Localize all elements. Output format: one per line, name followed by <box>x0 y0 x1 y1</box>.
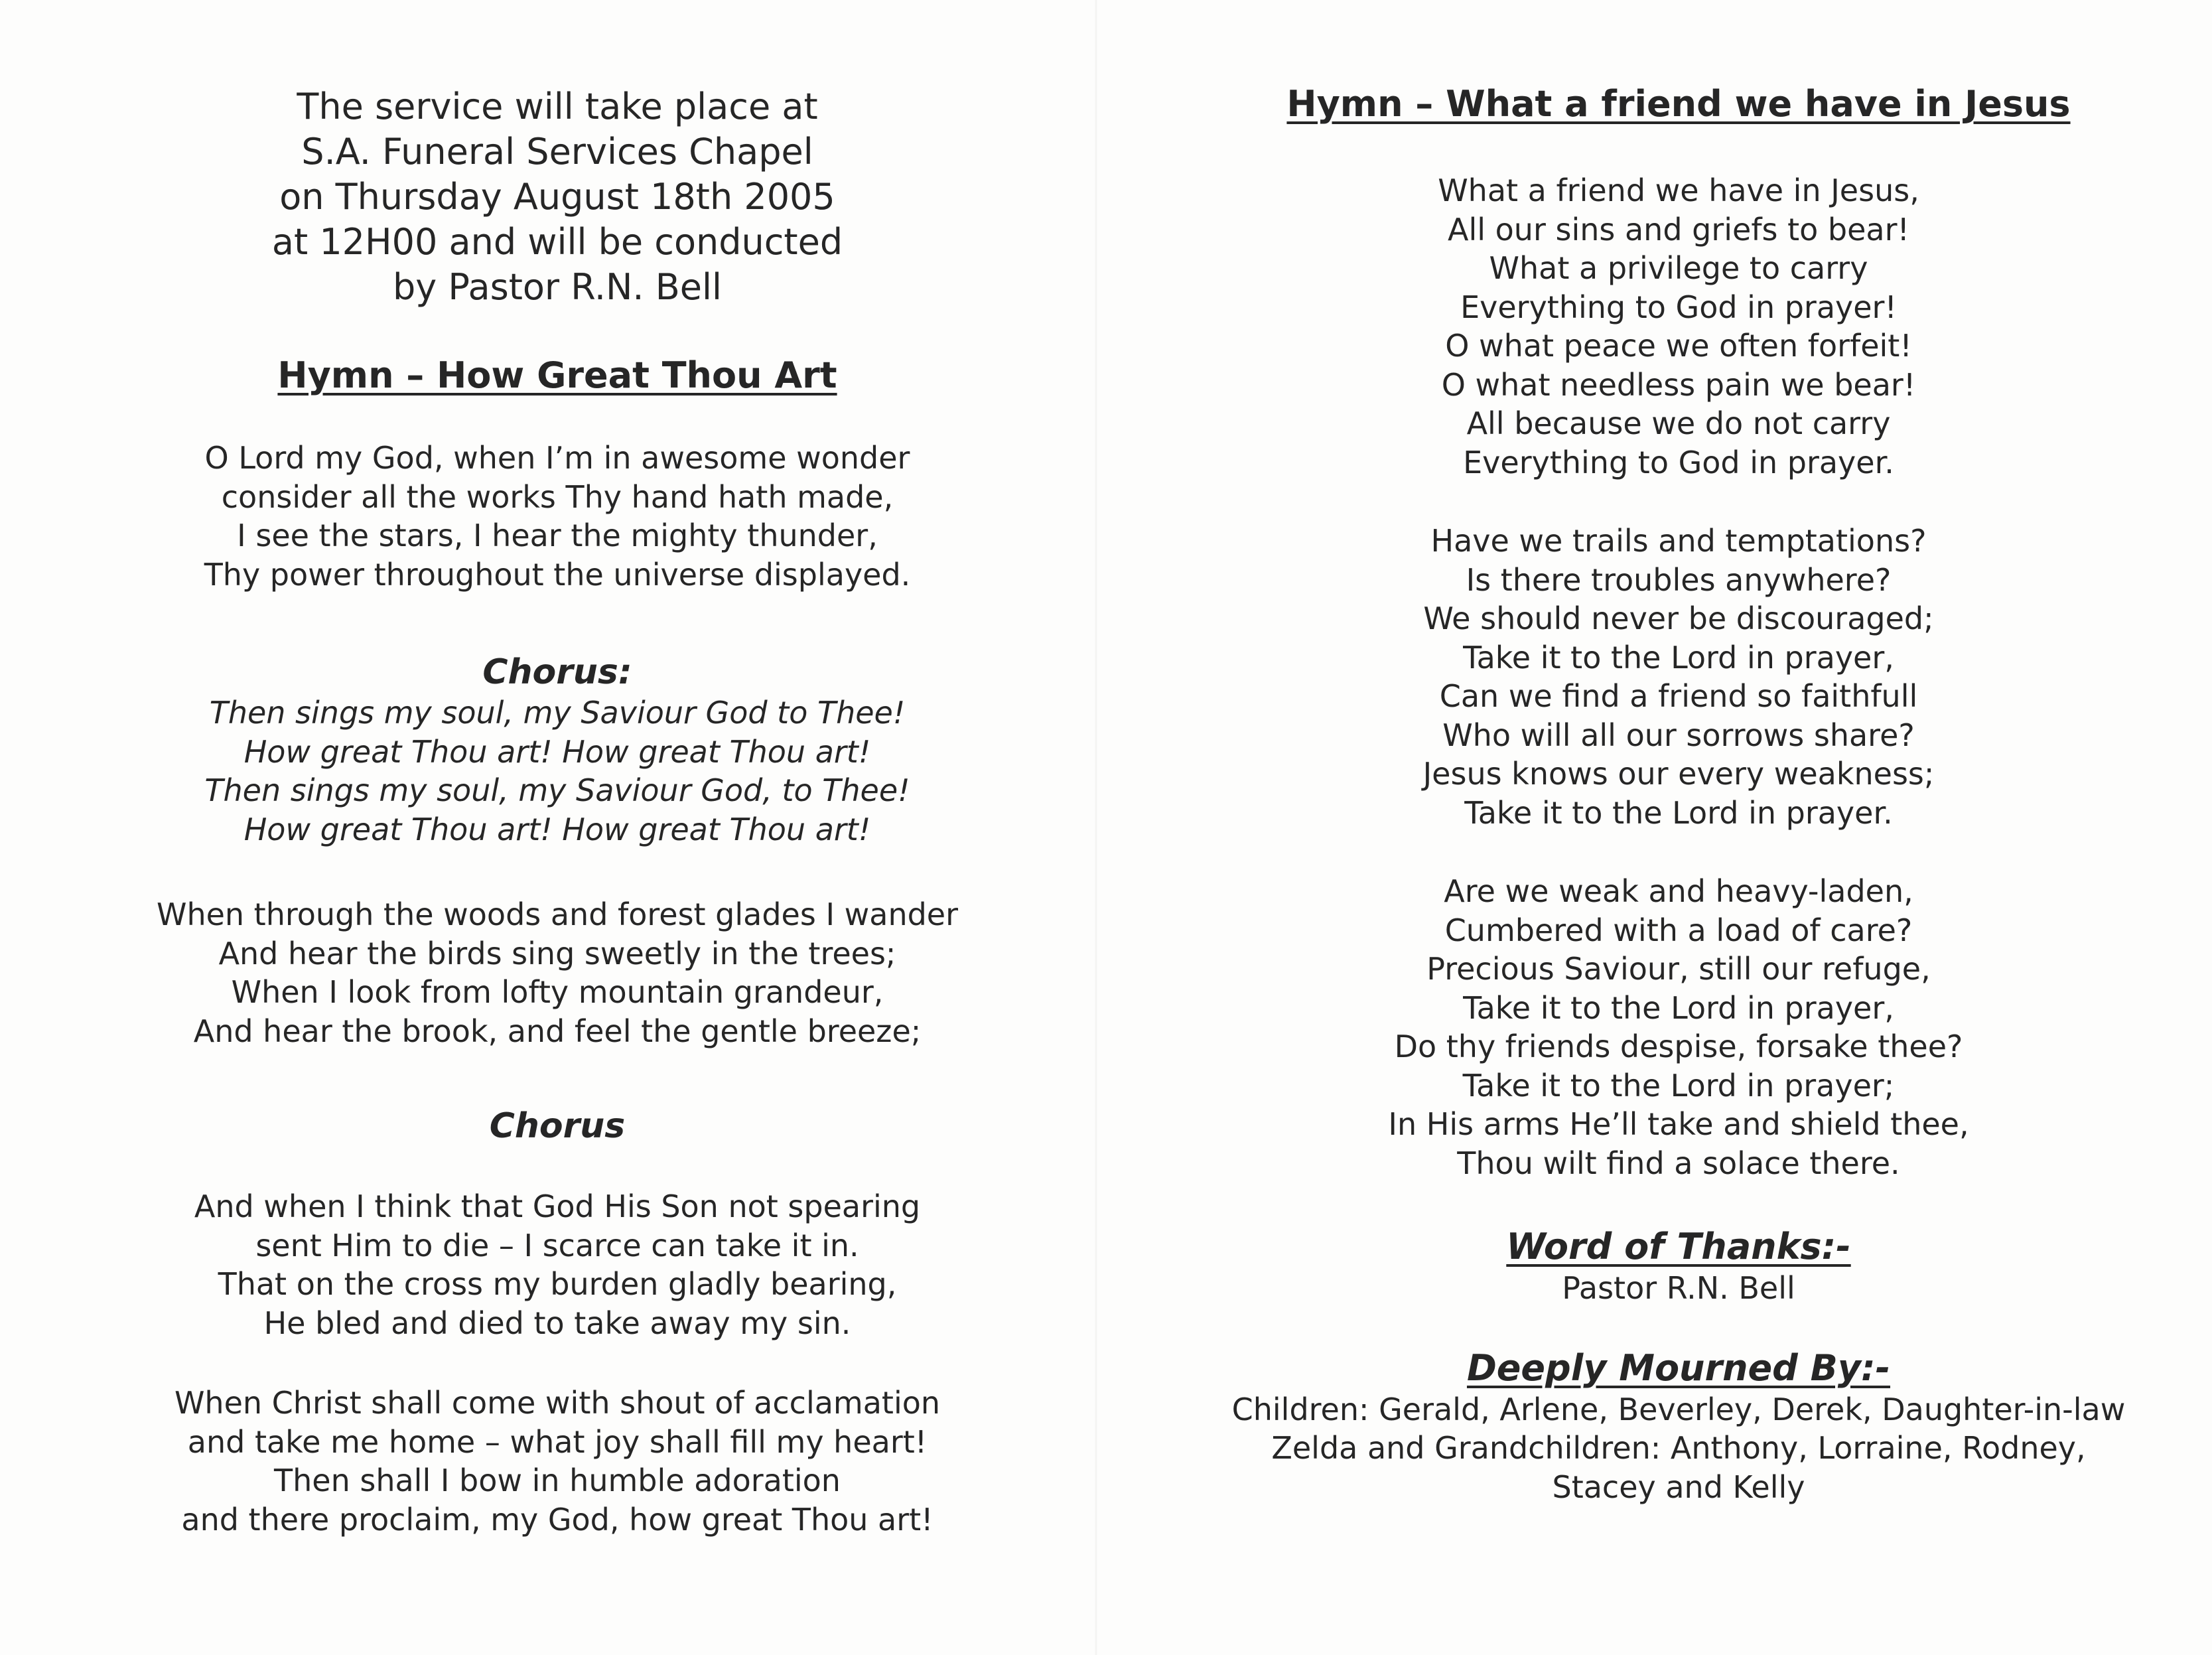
lyric-line: sent Him to die – I scarce can take it in. <box>255 1227 859 1263</box>
lyric-line: Who will all our sorrows share? <box>1442 717 1915 753</box>
chorus-line: How great Thou art! How great Thou art! <box>243 811 871 847</box>
lyric-line: Everything to God in prayer. <box>1463 444 1894 480</box>
lyric-line: Everything to God in prayer! <box>1460 289 1897 325</box>
lyric-line: O what peace we often forfeit! <box>1445 328 1912 364</box>
service-details-line: by Pastor R.N. Bell <box>392 266 723 308</box>
service-details-line: S.A. Funeral Services Chapel <box>301 131 813 173</box>
hymn-title-how-great-thou-art: Hymn – How Great Thou Art <box>277 354 837 396</box>
lyric-line: When I look from lofty mountain grandeur, <box>231 974 884 1010</box>
hymn1-verse-3 <box>86 1187 1028 1342</box>
lyric-line: Cumbered with a load of care? <box>1444 912 1913 948</box>
lyric-line: Then shall I bow in humble adoration <box>274 1463 841 1498</box>
service-details-line: on Thursday August 18th 2005 <box>279 176 835 218</box>
deeply-mourned-heading: Deeply Mourned By:- <box>1466 1346 1891 1389</box>
mourners-list <box>1227 1390 2130 1507</box>
lyric-line: What a friend we have in Jesus, <box>1438 173 1919 208</box>
lyric-line: and take me home – what joy shall fill my heart! <box>187 1423 928 1460</box>
lyric-line: O Lord my God, when I’m in awesome wonder <box>204 440 910 476</box>
chorus-line: How great Thou art! How great Thou art! <box>243 733 871 770</box>
chorus-heading: Chorus: <box>482 652 632 692</box>
lyric-line: I see the stars, I hear the mighty thunder, <box>237 518 878 553</box>
word-of-thanks-name: Pastor R.N. Bell <box>1562 1270 1795 1306</box>
lyric-line: When Christ shall come with shout of acclamation <box>174 1385 941 1421</box>
hymn2-verse-3 <box>1227 872 2130 1183</box>
lyric-line: And hear the brook, and feel the gentle breeze; <box>193 1013 922 1049</box>
lyric-line: Do thy friends despise, forsake thee? <box>1394 1029 1963 1064</box>
lyric-line: Take it to the Lord in prayer; <box>1462 1067 1895 1104</box>
lyric-line: Take it to the Lord in prayer, <box>1463 639 1894 676</box>
lyric-line: O what needless pain we bear! <box>1441 366 1916 403</box>
lyric-line: Take it to the Lord in prayer, <box>1463 989 1894 1026</box>
lyric-line: What a privilege to carry <box>1489 250 1868 286</box>
hymn2-verse-1 <box>1227 171 2130 482</box>
lyric-line: Are we weak and heavy-laden, <box>1444 873 1913 909</box>
lyric-line: And when I think that God His Son not spearing <box>194 1188 921 1224</box>
lyric-line: That on the cross my burden gladly bearing, <box>218 1266 897 1302</box>
chorus-line: Then sings my soul, my Saviour God to Thee! <box>209 695 906 731</box>
lyric-line: Take it to the Lord in prayer. <box>1464 794 1893 831</box>
lyric-line: consider all the works Thy hand hath made, <box>221 478 894 515</box>
service-details-line: at 12H00 and will be conducted <box>271 221 843 263</box>
lyric-line: All because we do not carry <box>1466 405 1891 441</box>
chorus-heading-repeat: Chorus <box>489 1106 626 1146</box>
lyric-line: Can we find a friend so faithfull <box>1439 678 1918 714</box>
word-of-thanks-heading: Word of Thanks:- <box>1506 1226 1851 1267</box>
lyric-line: Have we trails and temptations? <box>1430 523 1927 559</box>
chorus-lyrics <box>86 693 1028 849</box>
lyric-line: In His arms He’ll take and shield thee, <box>1388 1106 1969 1142</box>
lyric-line: All our sins and griefs to bear! <box>1448 211 1909 248</box>
hymn1-verse-1 <box>86 439 1028 594</box>
hymn1-verse-2 <box>86 895 1028 1050</box>
lyric-line: Precious Saviour, still our refuge, <box>1426 951 1931 987</box>
lyric-line: Is there troubles anywhere? <box>1466 561 1892 598</box>
hymn-title-what-a-friend: Hymn – What a friend we have in Jesus <box>1286 83 2071 125</box>
chorus-line: Then sings my soul, my Saviour God, to Thee! <box>204 772 910 808</box>
left-page <box>86 0 1028 1539</box>
service-details <box>86 84 1028 310</box>
hymn2-verse-2 <box>1227 522 2130 832</box>
lyric-line: When through the woods and forest glades I wander <box>156 897 959 932</box>
lyric-line: and there proclaim, my God, how great Thou art! <box>181 1501 933 1538</box>
right-page <box>1227 0 2130 1506</box>
mourners-line: Children: Gerald, Arlene, Beverley, Derek, Daughter-in-law <box>1231 1391 2126 1427</box>
service-details-line: The service will take place at <box>297 86 818 127</box>
hymn1-verse-4 <box>86 1384 1028 1539</box>
lyric-line: Thou wilt find a solace there. <box>1457 1145 1900 1181</box>
mourners-line: Zelda and Grandchildren: Anthony, Lorraine, Rodney, <box>1271 1430 2086 1466</box>
lyric-line: And hear the birds sing sweetly in the trees; <box>218 935 896 971</box>
mourners-line: Stacey and Kelly <box>1552 1469 1805 1505</box>
lyric-line: Jesus knows our every weakness; <box>1422 756 1935 792</box>
lyric-line: Thy power throughout the universe displayed. <box>204 556 911 593</box>
lyric-line: He bled and died to take away my sin. <box>263 1305 851 1341</box>
lyric-line: We should never be discouraged; <box>1423 601 1934 636</box>
center-fold-line <box>1095 0 1097 1655</box>
